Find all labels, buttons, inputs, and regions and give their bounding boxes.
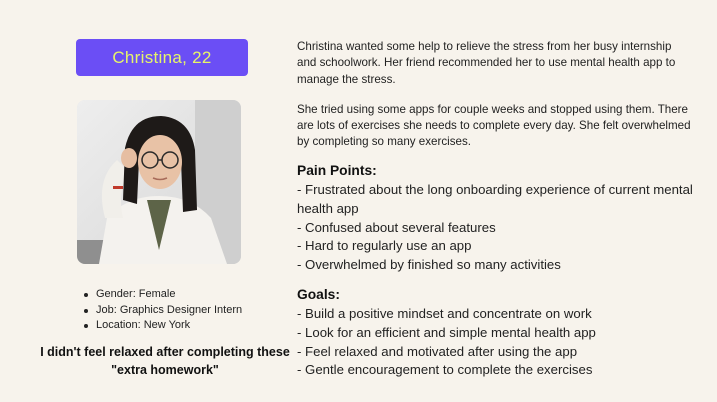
- pain-point-item: - Overwhelmed by finished so many activities: [297, 257, 561, 273]
- persona-story: [297, 39, 692, 165]
- persona-name-badge: [76, 39, 248, 76]
- story-paragraph: Christina wanted some help to relieve the stress from her busy internship and schoolwork. Her friend recommended her to use mental health app to manage the stress.: [297, 40, 676, 86]
- detail-location: Location: New York: [96, 318, 316, 334]
- persona-photo: [77, 100, 241, 264]
- goals-title: Goals:: [297, 287, 340, 302]
- persona-quote: I didn't feel relaxed after completing these "extra homework": [40, 345, 290, 377]
- detail-job: Job: Graphics Designer Intern: [96, 303, 316, 319]
- goal-item: - Look for an efficient and simple mental health app: [297, 324, 596, 340]
- persona-name: Christina, 22: [112, 47, 212, 67]
- persona-portrait-image: [77, 100, 241, 264]
- pain-points-list: [297, 181, 697, 275]
- pain-points-title: Pain Points:: [297, 163, 377, 178]
- pain-point-item: - Hard to regularly use an app: [297, 238, 472, 254]
- pain-point-item: - Confused about several features: [297, 219, 496, 235]
- detail-gender: Gender: Female: [96, 287, 316, 303]
- persona-details-list: [80, 287, 316, 334]
- pain-point-item: - Frustrated about the long onboarding experience of current mental health app: [297, 182, 693, 216]
- goal-item: - Build a positive mindset and concentrate on work: [297, 306, 592, 321]
- goal-item: - Gentle encouragement to complete the exercises: [297, 362, 593, 378]
- goal-item: - Feel relaxed and motivated after using the app: [297, 343, 578, 359]
- story-paragraph: She tried using some apps for couple weeks and stopped using them. There are lots of exercises she needs to complete every day. She felt overwhelmed by completing so many exercises.: [297, 102, 691, 149]
- goals-list: [297, 305, 697, 380]
